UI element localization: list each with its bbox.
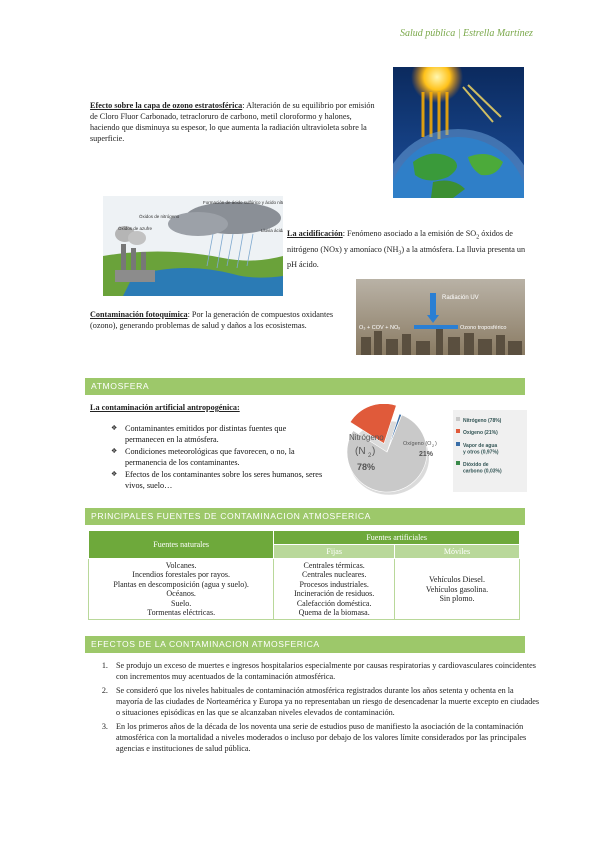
pie-label-oxygen-pct: 21% (419, 451, 434, 458)
acid-label-rain: Lluvia ácida (261, 228, 283, 233)
acid-rain-image (103, 196, 283, 296)
col-header-natural: Fuentes naturales (89, 531, 274, 559)
list-item: ❖ Contaminantes emitidos por distintas fuentes que permanecen en la atmósfera. (111, 423, 326, 445)
cell-fijas (274, 559, 395, 620)
acid-title: La acidificación (287, 229, 343, 238)
photo-label-reaction: O₃ + COV + NOₓ (359, 325, 401, 331)
list-item: Suelo. (171, 598, 192, 608)
acid-paragraph (287, 228, 527, 270)
atmosfera-subtitle-text: La contaminación artificial antropogénica: (90, 403, 240, 412)
list-item: 3. En los primeros años de la década de los noventa una serie de estudios puso de manifiesto la asociación de la contaminación atmosférica con la mortalidad a niveles moderados o incluso por debajo de los valores límite considerados por las principales agencias e instituciones de salud pública. (110, 721, 542, 754)
legend-swatch-3 (456, 461, 460, 465)
acid-label-sox: Óxidos de azufre (118, 226, 153, 231)
pie-chart-svg (335, 404, 527, 496)
pie-label-nitrogen-pct: 78% (357, 462, 376, 472)
cell-naturales (89, 559, 274, 620)
section-band-efectos: EFECTOS DE LA CONTAMINACION ATMOSFERICA (85, 636, 525, 653)
sources-table (88, 530, 520, 620)
photochemical-title: Contaminación fotoquímica (90, 310, 188, 319)
list-item: Quema de la biomasa. (298, 608, 370, 618)
legend-swatch-2 (456, 442, 460, 446)
effects-list (88, 660, 542, 757)
ozone-layer-image (393, 67, 524, 198)
list-item: Vehículos Diesel. (429, 575, 485, 585)
acid-text-3: ) a la atmósfera. La lluvia presenta un pH ácido. (287, 244, 526, 270)
acid-sub-nh3: 3 (398, 250, 402, 257)
page-header: Salud pública | Estrella Martínez (400, 28, 533, 39)
list-item: 1. Se produjo un exceso de muertes e ingresos hospitalarios especialmente por causas respiratorias y cardiovasculares coincidentes con incrementos muy acentuados de la contaminación atmosférica. (110, 660, 542, 682)
legend-swatch-0 (456, 417, 460, 421)
photochemical-paragraph (90, 309, 340, 331)
col-header-artificial: Fuentes artificiales (274, 531, 520, 545)
list-item: Océanos. (166, 589, 196, 599)
legend-swatch-1 (456, 429, 460, 433)
list-item: Centrales térmicas. (303, 561, 365, 570)
pie-label-oxygen-close: ) (435, 441, 437, 447)
list-item: Plantas en descomposición (agua y suelo). (113, 579, 249, 589)
pie-label-nitrogen-sub: 2 (368, 453, 372, 459)
section-band-fuentes: PRINCIPALES FUENTES DE CONTAMINACION ATMOSFERICA (85, 508, 525, 525)
list-item: Incendios forestales por rayos. (132, 570, 231, 580)
pie-label-nitrogen-formula: (N (355, 446, 366, 457)
list-item: Incineración de residuos. (294, 589, 375, 599)
legend-label-2-b: y otros (0,97%) (463, 449, 499, 456)
list-item: Sin plomo. (439, 593, 475, 603)
pie-label-oxygen-sub: 2 (432, 443, 435, 448)
legend-label-2-a: Vapor de agua (463, 443, 498, 449)
photo-label-uv: Radiación UV (442, 295, 479, 301)
list-item: Volcanes. (165, 561, 197, 570)
list-item: ❖ Efectos de los contaminantes sobre los seres humanos, seres vivos, suelo… (111, 469, 326, 491)
photochemical-smog-image (356, 279, 525, 355)
list-item: Procesos industriales. (299, 579, 369, 589)
legend-label-3-a: Dióxido de (463, 462, 489, 468)
acid-label-formation: Formación de ácido sulfúrico y ácido nítrico (203, 200, 283, 205)
acid-text: : Fenómeno asociado a la emisión de SO (342, 229, 477, 238)
acid-label-nox: Óxidos de nitrógeno (139, 214, 180, 219)
list-item: Vehículos gasolina. (425, 584, 489, 594)
pie-label-nitrogen-name: Nitrógeno (349, 433, 384, 442)
atmosfera-subtitle (90, 402, 350, 413)
ozone-text: : Alteración de su equilibrio por emisión de Cloro Fluor Carbonado, tetracloruro de carbono, metil cloroformo y halones, haciendo que disminuya su espesor, lo que aumenta la radiación ultravioleta sobre la superficie. (90, 101, 375, 143)
pie-label-nitrogen-close: ) (372, 446, 376, 457)
legend-label-0: Nitrógeno (78%) (463, 418, 502, 424)
col-header-fijas: Fijas (274, 545, 395, 559)
section-band-atmosfera: ATMOSFERA (85, 378, 525, 395)
list-item: Calefacción doméstica. (296, 598, 372, 608)
list-item: Centrales nucleares. (301, 570, 367, 580)
atmosphere-composition-chart (335, 404, 527, 496)
atmosfera-bullet-list (111, 423, 326, 492)
legend-label-1: Oxígeno (21%) (463, 430, 498, 436)
photochemical-text: : Por la generación de compuestos oxidantes (ozono), generando problemas de salud y daños a los ecosistemas. (90, 310, 334, 330)
col-header-moviles: Móviles (395, 545, 520, 559)
acid-text-2: óxidos de nitrógeno (NOx) y amoníaco (NH (287, 229, 513, 254)
photo-label-ozone: Ozono troposférico (460, 325, 507, 331)
legend-label-3-b: carbono (0,03%) (463, 468, 502, 475)
list-item: Tormentas eléctricas. (147, 608, 216, 618)
cell-moviles (395, 559, 520, 620)
list-item: ❖ Condiciones meteorológicas que favorecen, o no, la permanencia de los contaminantes. (111, 446, 326, 468)
ozone-title: Efecto sobre la capa de ozono estratosférica (90, 101, 243, 110)
list-item: 2. Se consideró que los niveles habituales de contaminación atmosférica registrados durante los años setenta y ochenta en la mayoría de las ciudades de Norteamérica y Europa ya no representaban un riesgo de desencadenar la muerte excepto en ciudades o situaciones episódicas en las que se alcanzaban niveles elevados de contaminación. (110, 685, 542, 718)
ozone-paragraph (90, 100, 382, 144)
acid-sub-so2: 2 (476, 234, 480, 241)
table-row (89, 559, 520, 620)
pie-label-oxygen-name: Oxígeno (O (403, 441, 432, 447)
